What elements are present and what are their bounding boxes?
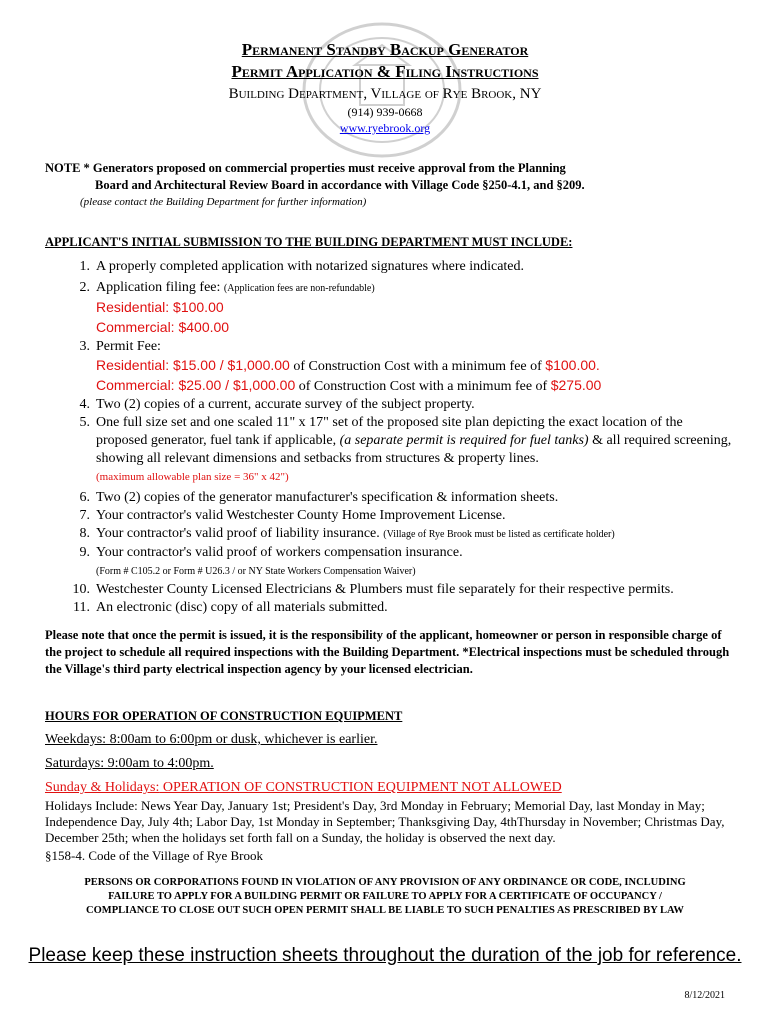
sunday-label: Sunday & Holidays: xyxy=(45,780,160,795)
commercial-min-fee: $275.00 xyxy=(550,377,602,393)
document-title-line-1: Permanent Standby Backup Generator xyxy=(241,40,529,59)
item-text: Your contractor's valid Westchester County Home Improvement License. xyxy=(96,508,506,523)
filing-fee-note: (Application fees are non-refundable) xyxy=(223,283,375,294)
item-text xyxy=(96,279,735,338)
certificate-holder-note: (Village of Rye Brook must be listed as certificate holder) xyxy=(383,529,615,540)
list-item xyxy=(45,599,735,617)
commercial-note xyxy=(45,160,735,211)
code-reference: §158-4. Code of the Village of Rye Brook xyxy=(45,848,263,863)
item-text: Two (2) copies of the generator manufacturer's specification & information sheets. xyxy=(96,490,559,505)
item-number: 2. xyxy=(79,280,90,295)
holidays-list: Holidays Include: News Year Day, January 1st; President's Day, 3rd Monday in February; Memorial Day, last Monday in May; Independence Day, July 4th; Labor Day, 1st Monday in September; Thanksgiving Day, 4thThursday in November; Christmas Day, December 25th; when the holidays set forth fall on a Sunday, the holiday is observed the next day. xyxy=(45,798,725,845)
item-text xyxy=(96,525,735,544)
list-item xyxy=(45,525,735,544)
item-text: A properly completed application with notarized signatures where indicated. xyxy=(96,259,525,274)
website-link[interactable]: www.ryebrook.org xyxy=(339,121,431,135)
workers-comp-forms: (Form # C105.2 or Form # U26.3 / or NY State Workers Compensation Waiver) xyxy=(96,566,416,577)
commercial-permit-fee: Commercial: $25.00 / $1,000.00 xyxy=(96,377,296,393)
saturday-hours: Saturdays: 9:00am to 4:00pm. xyxy=(45,756,214,771)
item-number: 10. xyxy=(72,582,90,597)
penalty-notice xyxy=(40,876,730,918)
site-plan-text-a: One full size set and one scaled 11" x 17" set of the proposed site plan depicting the exact location of the proposed generator, fuel tank if applicable, xyxy=(96,415,683,448)
submission-heading: APPLICANT'S INITIAL SUBMISSION TO THE BUILDING DEPARTMENT MUST INCLUDE: xyxy=(45,235,573,249)
hours-section xyxy=(45,709,735,864)
penalty-line-3: COMPLIANCE TO CLOSE OUT SUCH OPEN PERMIT SHALL BE LIABLE TO SUCH PENALTIES AS PRESCRIBED BY LAW xyxy=(86,905,684,916)
item-number: 5. xyxy=(79,415,90,430)
item-number: 6. xyxy=(79,490,90,505)
sunday-holiday-hours xyxy=(45,780,735,796)
weekday-hours: Weekdays: 8:00am to 6:00pm or dusk, whichever is earlier. xyxy=(45,732,378,747)
responsibility-paragraph: Please note that once the permit is issued, it is the responsibility of the applicant, homeowner or person in responsible charge of the project to schedule all required inspections with the Building Department. *Electrical inspections must be scheduled through the Village's third party electrical inspection agency by your licensed electrician. xyxy=(45,628,730,676)
department-name: Building Department, Village of Rye Brook, NY xyxy=(228,86,542,102)
penalty-line-1: PERSONS OR CORPORATIONS FOUND IN VIOLATION OF ANY PROVISION OF ANY ORDINANCE OR CODE, INCLUDING xyxy=(84,877,686,888)
revision-date: 8/12/2021 xyxy=(684,990,725,1001)
item-text xyxy=(96,544,735,581)
list-item xyxy=(45,414,735,486)
list-item xyxy=(45,279,735,338)
item-text: Westchester County Licensed Electricians & Plumbers must file separately for their respective permits. xyxy=(96,582,674,597)
hours-heading: HOURS FOR OPERATION OF CONSTRUCTION EQUIPMENT xyxy=(45,709,403,723)
item-number: 1. xyxy=(79,259,90,274)
item-text: Two (2) copies of a current, accurate survey of the subject property. xyxy=(96,397,475,412)
site-plan-text-b: & all required screening, showing all relevant dimensions and setbacks from structures & property lines. xyxy=(96,433,732,466)
filing-fee-label: Application filing fee: xyxy=(96,280,221,295)
permit-fee-label: Permit Fee: xyxy=(96,339,161,354)
submission-list xyxy=(45,258,735,617)
commercial-fee-tail: of Construction Cost with a minimum fee of xyxy=(295,379,551,394)
list-item xyxy=(45,258,735,276)
note-line-1: NOTE * Generators proposed on commercial properties must receive approval from the Planning xyxy=(45,161,566,175)
item-text xyxy=(96,414,735,486)
sunday-text: OPERATION OF CONSTRUCTION EQUIPMENT NOT ALLOWED xyxy=(159,780,562,795)
item-text: An electronic (disc) copy of all materials submitted. xyxy=(96,600,388,615)
keep-instructions-notice: Please keep these instruction sheets throughout the duration of the job for reference. xyxy=(28,945,742,966)
note-line-2: Board and Architectural Review Board in accordance with Village Code §250-4.1, and §209. xyxy=(95,178,585,192)
item-number: 11. xyxy=(73,600,90,615)
max-plan-size: (maximum allowable plan size = 36" x 42") xyxy=(96,471,289,483)
residential-filing-fee: Residential: $100.00 xyxy=(96,299,224,315)
residential-min-fee: $100.00. xyxy=(545,357,600,373)
item-number: 9. xyxy=(79,545,90,560)
document-title-line-2: Permit Application & Filing Instructions xyxy=(231,62,539,81)
workers-comp-text: Your contractor's valid proof of workers compensation insurance. xyxy=(96,545,463,560)
residential-permit-fee: Residential: $15.00 / $1,000.00 xyxy=(96,357,290,373)
item-text xyxy=(96,338,735,396)
item-number: 7. xyxy=(79,508,90,523)
department-phone: (914) 939-0668 xyxy=(347,105,423,119)
item-number: 3. xyxy=(79,339,90,354)
commercial-filing-fee: Commercial: $400.00 xyxy=(96,319,230,335)
item-number: 4. xyxy=(79,397,90,412)
item-number: 8. xyxy=(79,526,90,541)
list-item xyxy=(45,544,735,581)
penalty-line-2: FAILURE TO APPLY FOR A BUILDING PERMIT OR FAILURE TO APPLY FOR A CERTIFICATE OF OCCUPANCY / xyxy=(108,891,662,902)
list-item xyxy=(45,507,735,525)
fuel-tank-note: (a separate permit is required for fuel tanks) xyxy=(339,433,589,448)
list-item xyxy=(45,581,735,599)
residential-fee-tail: of Construction Cost with a minimum fee of xyxy=(289,359,546,374)
list-item xyxy=(45,489,735,507)
list-item xyxy=(45,396,735,414)
note-line-3: (please contact the Building Department for further information) xyxy=(80,196,367,208)
liability-text: Your contractor's valid proof of liability insurance. xyxy=(96,526,380,541)
list-item xyxy=(45,338,735,396)
